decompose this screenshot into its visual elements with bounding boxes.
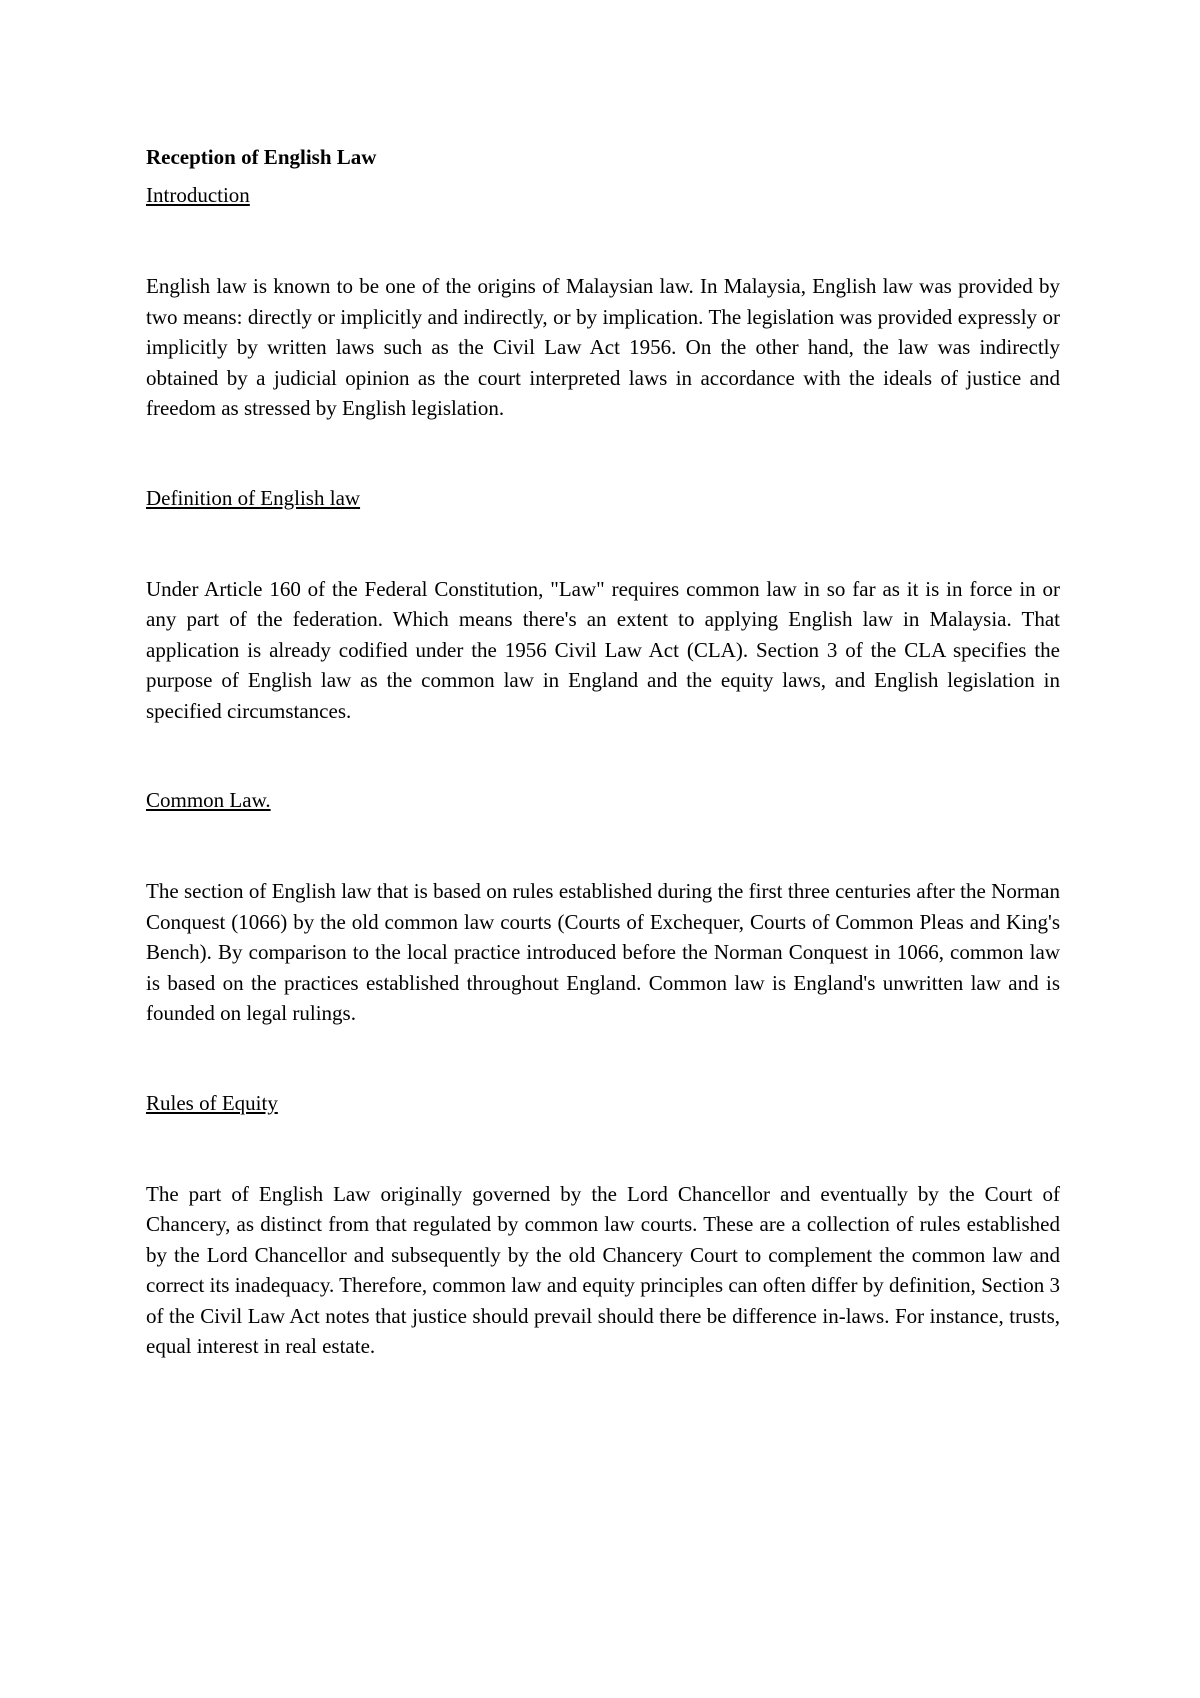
document-page: [146, 143, 1060, 1362]
section-definition-of-english-law: [146, 484, 1060, 727]
spacer: [146, 424, 1060, 484]
section-heading: Definition of English law: [146, 485, 361, 510]
section-paragraph: The part of English Law originally governed by the Lord Chancellor and eventually by the Court of Chancery, as distinct from that regulated by common law courts. These are a collection of rules established by the Lord Chancellor and subsequently by the old Chancery Court to complement the common law and correct its inadequacy. Therefore, common law and equity principles can often differ by definition, Section 3 of the Civil Law Act notes that justice should prevail should there be difference in-laws. For instance, trusts, equal interest in real estate.: [146, 1181, 1060, 1358]
spacer: [146, 726, 1060, 786]
section-paragraph: English law is known to be one of the origins of Malaysian law. In Malaysia, English law was provided by two means: directly or implicitly and indirectly, or by implication. The legislation was provided expressly or implicitly by written laws such as the Civil Law Act 1956. On the other hand, the law was indirectly obtained by a judicial opinion as the court interpreted laws in accordance with the ideals of justice and freedom as stressed by English legislation.: [146, 274, 1060, 420]
section-heading: Rules of Equity: [146, 1090, 278, 1115]
spacer: [146, 1029, 1060, 1089]
spacer: [146, 512, 1060, 574]
section-introduction: [146, 181, 1060, 424]
section-rules-of-equity: [146, 1089, 1060, 1362]
section-paragraph: The section of English law that is based on rules established during the first three centuries after the Norman Conquest (1066) by the old common law courts (Courts of Exchequer, Courts of Common Pleas and King's Bench). By comparison to the local practice introduced before the Norman Conquest in 1066, common law is based on the practices established throughout England. Common law is England's unwritten law and is founded on legal rulings.: [146, 879, 1060, 1025]
spacer: [146, 209, 1060, 271]
section-paragraph: Under Article 160 of the Federal Constitution, "Law" requires common law in so far as it is in force in or any part of the federation. Which means there's an extent to applying English law in Malaysia. That application is already codified under the 1956 Civil Law Act (CLA). Section 3 of the CLA specifies the purpose of English law as the common law in England and the equity laws, and English legislation in specified circumstances.: [146, 576, 1060, 723]
section-heading: Common Law.: [146, 788, 271, 812]
document-title: Reception of English Law: [146, 145, 377, 169]
section-common-law: [146, 786, 1060, 1029]
section-heading: Introduction: [146, 183, 250, 207]
spacer: [146, 814, 1060, 876]
spacer: [146, 1117, 1060, 1179]
